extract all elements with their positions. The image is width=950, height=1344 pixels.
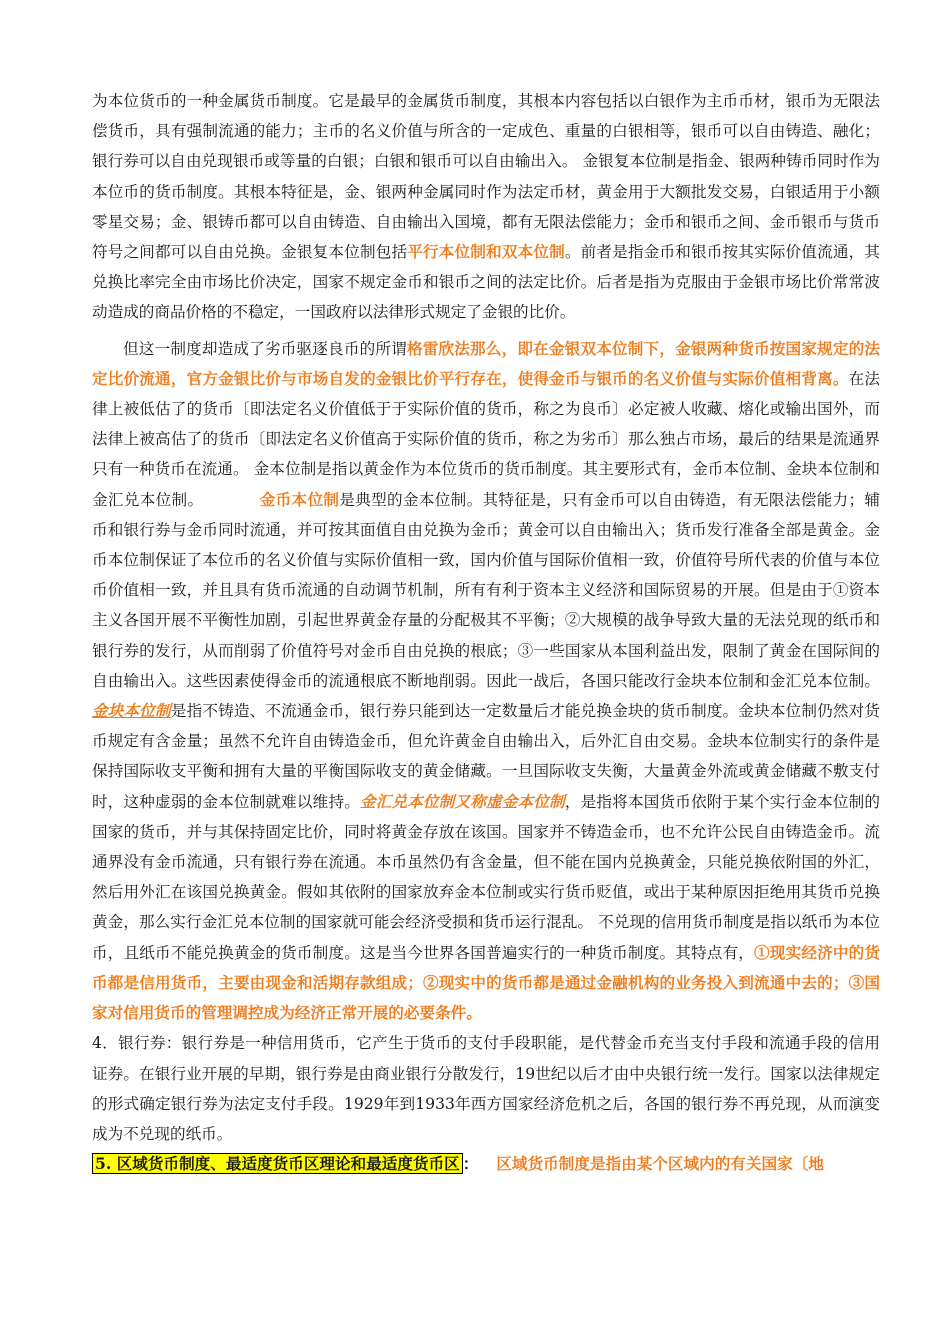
text-run: 为本位货币的一种金属货币制度。它是最早的金属货币制度，其根本内容包括以白银作为主币币材，银币为无限法偿货币，具有强制流通的能力；主币的名义价值与所含的一定成色、重量的白银相等，银币可以自由铸造、融化；银行券可以自由兑现银币或等量的白银；白银和银币可以自由输出入。 金银复本位制是指金、银两种铸币同时作为本位币的货币制度。其根本特征是，金、银两种金属同时作为法定币材，黄金用于大额批发交易，白银适用于小额零星交易；金、银铸币都可以自由铸造、自由输出入国境，都有无限法偿能力；金币和银币之间、金币银币与货币符号之间都可以自由兑换。金银复本位制包括	[92, 92, 880, 262]
highlight-parallel-double-standard: 平行本位制和双本位制	[407, 242, 565, 262]
text-run: 但这一制度却造成了劣币驱逐良币的所谓	[123, 339, 407, 358]
heading-separator: ：	[462, 1154, 479, 1174]
text-run: 是指不铸造、不流通金币，银行券只能到达一定数量后才能兑换金块的货币制度。金块本位制仍然对货币规定有含金量；虽然不允许自由铸造金币，但允许黄金自由输出入，后外汇自由交易。金块本位制实行的条件是保持国际收支平衡和拥有大量的平衡国际收支的黄金储藏。一旦国际收支失衡，大量黄金外流或黄金储藏不敷支付时，这种虚弱的金本位制就难以维持。	[92, 702, 880, 811]
section-heading-highlight: 5. 区域货币制度、最适度货币区理论和最适度货币区	[92, 1153, 463, 1174]
text-run: 在法律上被低估了的货币〔即法定名义价值低于于实际价值的货币，称之为良币〕必定被人收藏、熔化或输出国外，而法律上被高估了的货币〔即法定名义价值高于实际价值的货币，称之为劣币〕那么独占市场，最后的结果是流通界只有一种货币在流通。 金本位制是指以黄金作为本位货币的货币制度。其主要形式有，金币本位制、金块本位制和金汇兑本位制。	[92, 369, 880, 509]
text-run: 4．银行券：银行券是一种信用货币，它产生于货币的支付手段职能，是代替金币充当支付手段和流通手段的信用证券。在银行业开展的早期，银行券是由商业银行分散发行，19世纪以后才由中央银行统一发行。国家以法律规定的形式确定银行券为法定支付手段。1929年到1933年西方国家经济危机之后，各国的银行券不再兑现，从而演变成为不兑现的纸币。	[92, 1034, 880, 1143]
highlight-gold-exchange-standard: 金汇兑本位制又称虚金本位制	[359, 791, 565, 811]
highlight-credit-money-features: ①现实经济中的货币都是信用货币，主要由现金和活期存款组成；②现实中的货币都是通过金融机构的业务投入到流通中去的；③国家对信用货币的管理调控成为经济正常开展的必要条件。	[92, 942, 880, 1023]
highlight-gold-coin-standard: 金币本位制	[259, 489, 340, 509]
highlight-gold-bullion-standard: 金块本位制	[92, 701, 171, 721]
paragraph-silver-bimetallic	[92, 86, 880, 328]
highlight-gresham-law: 格雷欣法那么，即在金银双本位制下，金银两种货币按国家规定的法定比价流通，官方金银比价与市场自发的金银比价平行存在，使得金币与银币的名义价值与实际价值相背离。	[92, 338, 880, 388]
text-run: 是典型的金本位制。其特征是，只有金币可以自由铸造，有无限法偿能力；辅币和银行券与金币同时流通，并可按其面值自由兑换为金币；黄金可以自由输出入；货币发行准备全部是黄金。金币本位制保证了本位币的名义价值与实际价值相一致，国内价值与国际价值相一致，价值符号所代表的价值与本位币价值相一致，并且具有货币流通的自动调节机制，所有有利于资本主义经济和国际贸易的开展。但是由于①资本主义各国开展不平衡性加剧，引起世界黄金存量的分配极其不平衡；②大规模的战争导致大量的无法兑现的纸币和银行券的发行，从而削弱了价值符号对金币自由兑换的根底；③一些国家从本国利益出发，限制了黄金在国际间的自由输出入。这些因素使得金币的流通根底不断地削弱。因此一战后，各国只能改行金块本位制和金汇兑本位制。	[92, 490, 880, 690]
paragraph-regional-currency	[92, 1149, 880, 1179]
highlight-regional-currency-definition: 区域货币制度是指由某个区域内的有关国家〔地	[496, 1154, 824, 1174]
text-run: 。前者是指金币和银币按其实际价值流通，其兑换比率完全由市场比价决定，国家不规定金币和银币之间的法定比价。后者是指为克服由于金银市场比价常常波动造成的商品价格的不稳定，一国政府以法律形式规定了金银的比价。	[92, 243, 880, 322]
document-page	[92, 86, 880, 1179]
paragraph-gresham-gold-standard	[92, 334, 880, 1029]
paragraph-banknote	[92, 1028, 880, 1149]
text-run: ，是指将本国货币依附于某个实行金本位制的国家的货币，并与其保持固定比价，同时将黄金存放在该国。国家并不铸造金币，也不允许公民自由铸造金币。流通界没有金币流通，只有银行券在流通。本币虽然仍有含金量，但不能在国内兑换黄金，只能兑换依附国的外汇，然后用外汇在该国兑换黄金。假如其依附的国家放弃金本位制或实行货币贬值，或出于某种原因拒绝用其货币兑换黄金，那么实行金汇兑本位制的国家就可能会经济受损和货币运行混乱。 不兑现的信用货币制度是指以纸币为本位币，且纸币不能兑换黄金的货币制度。这是当今世界各国普遍实行的一种货币制度。其特点有，	[92, 792, 880, 962]
